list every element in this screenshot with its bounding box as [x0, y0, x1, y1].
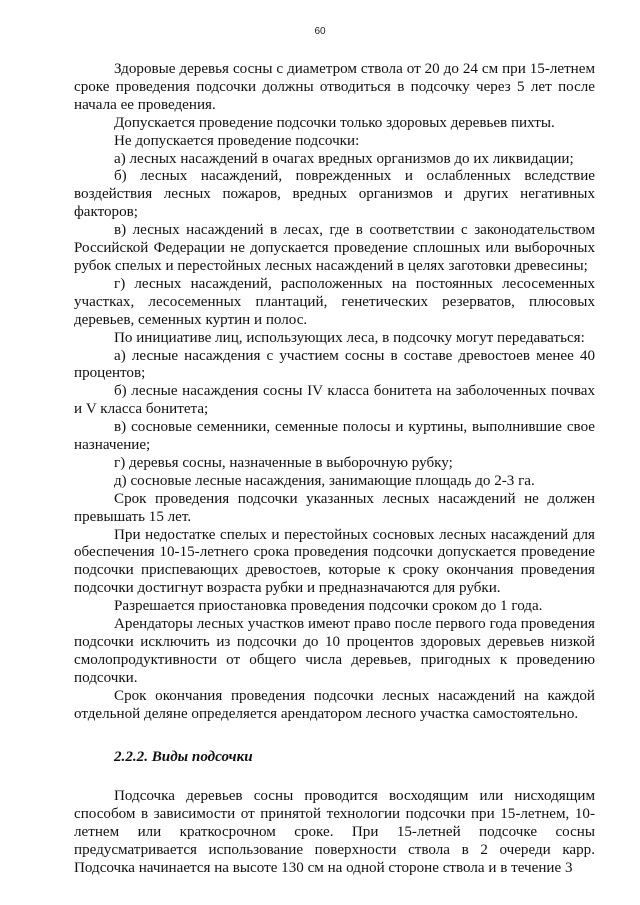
paragraph: Подсочка деревьев сосны проводится восходящим или нисходящим способом в зависимости от принятой технологии подсочки при 15-летнем, 10-летнем или краткосрочном сроке. При 15-летней подсочке сосны предусматривается использование поверхности ствола в 2 очереди карр. Подсочка начинается на высоте 130 см на одной стороне ствола и в течение 3 [74, 788, 595, 877]
paragraph: При недостатке спелых и перестойных сосновых лесных насаждений для обеспечения 10-15-летнего срока проведения подсочки допускается проведение подсочки приспевающих древостоев, которые к сроку окончания проведения подсочки достигнут возраста рубки и предназначаются для рубки. [74, 526, 595, 597]
paragraph: Арендаторы лесных участков имеют право после первого года проведения подсочки исключить из подсочки до 10 процентов здоровых деревьев низкой смолопродуктивности от общего числа деревьев, пригодных к проведению подсочки. [74, 616, 595, 686]
document-body [74, 61, 595, 878]
paragraph: Здоровые деревья сосны с диаметром ствола от 20 до 24 см при 15-летнем сроке проведения подсочки должны отводиться в подсочку через 5 лет после начала ее проведения. [74, 61, 595, 113]
paragraph: Срок окончания проведения подсочки лесных насаждений на каждой отдельной деляне определяется арендатором лесного участка самостоятельно. [74, 687, 595, 722]
list-item: д) сосновые лесные насаждения, занимающие площадь до 2-3 га. [114, 472, 535, 489]
page-number: 60 [314, 26, 326, 37]
paragraph: Не допускается проведение подсочки: [114, 132, 360, 149]
list-item: в) лесных насаждений в лесах, где в соответствии с законодательством Российской Федерации не допускается проведение сплошных или выборочных рубок спелых и перестойных лесных насаждений в целях заготовки древесины; [74, 222, 595, 274]
list-item: в) сосновые семенники, семенные полосы и куртины, выполнившие свое назначение; [74, 419, 595, 454]
list-item: б) лесные насаждения сосны IV класса бонитета на заболоченных почвах и V класса бонитета; [74, 383, 595, 418]
list-item: а) лесные насаждения с участием сосны в составе древостоев менее 40 процентов; [74, 347, 595, 382]
section-heading: 2.2.2. Виды подсочки [114, 748, 253, 765]
paragraphs-before [74, 61, 595, 724]
paragraph: Разрешается приостановка проведения подсочки сроком до 1 года. [114, 598, 543, 615]
paragraphs-after [74, 788, 595, 878]
list-item: б) лесных насаждений, поврежденных и ослабленных вследствие воздействия лесных пожаров, вредных организмов и других негативных факторов; [74, 168, 595, 221]
paragraph: По инициативе лиц, использующих леса, в подсочку могут передаваться: [114, 329, 585, 346]
paragraph: Допускается проведение подсочки только здоровых деревьев пихты. [114, 114, 555, 131]
list-item: а) лесных насаждений в очагах вредных организмов до их ликвидации; [114, 150, 574, 167]
paragraph: Срок проведения подсочки указанных лесных насаждений не должен превышать 15 лет. [74, 490, 595, 525]
list-item: г) лесных насаждений, расположенных на постоянных лесосеменных участках, лесосеменных плантаций, генетических резерватов, плюсовых деревьев, семенных куртин и полос. [74, 275, 595, 328]
list-item: г) деревья сосны, назначенные в выборочную рубку; [114, 454, 453, 471]
